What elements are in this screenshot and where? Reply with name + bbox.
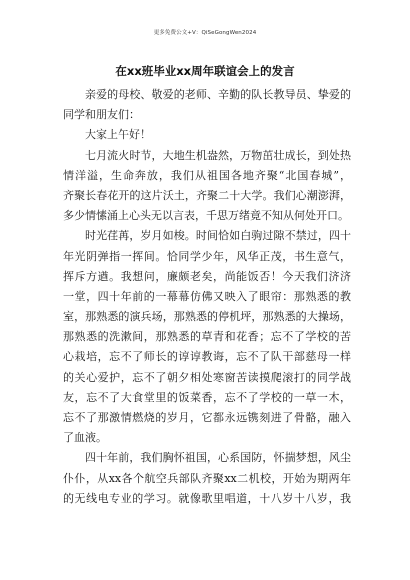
text-line: 大家上午好！ — [85, 128, 151, 142]
text-line: 忘不了那激情燃烧的岁月，它都永远镌刻进了骨骼，融入 — [63, 411, 351, 424]
text-line: 挥斥方遒。我想问，廉颇老矣，尚能饭否！今天我们济济 — [63, 269, 351, 283]
text-line: 年光阴弹指一挥间。恰同学少年，风华正茂，书生意气， — [63, 249, 351, 263]
document-title: 在xx班毕业xx周年联谊会上的发言 — [115, 64, 295, 78]
text-line: 仆仆，从xx各个航空兵部队齐聚xx二机校，开始为期两年 — [63, 471, 351, 485]
text-line: 时光荏苒，岁月如梭。时间恰如白驹过隙不禁过，四十 — [85, 229, 351, 243]
text-line: 心栽培，忘不了师长的谆谆教诲，忘不了队干部慈母一样 — [63, 350, 351, 364]
text-line: 四十年前，我们胸怀祖国，心系国防，怀揣梦想，风尘 — [85, 451, 351, 465]
text-line: 友，忘不了大食堂里的饭菜香，忘不了学校的一草一木， — [63, 390, 351, 404]
page-header: 更多免费公文+V：QiSeGongWen2024 — [153, 30, 257, 36]
document-body — [63, 85, 351, 509]
text-line: 的无线电专业的学习。就像歌里唱道，十八岁十八岁，我 — [63, 491, 351, 505]
text-line: 多少情愫涌上心头无以言表，千思万绪竟不知从何处开口。 — [63, 209, 349, 223]
text-line: 齐聚长春花开的这片沃土，齐聚二十大学。我们心潮澎湃， — [63, 188, 351, 202]
text-line: 室，那熟悉的演兵场，那熟悉的停机坪，那熟悉的大操场， — [63, 310, 351, 324]
text-line: 七月流火时节，大地生机盎然，万物茁壮成长，到处热 — [85, 148, 351, 162]
text-line: 情洋溢，生命奔放，我们从祖国各地齐聚“北国春城”， — [63, 168, 351, 182]
text-line: 同学和朋友们： — [63, 108, 140, 122]
text-line: 了血液。 — [63, 431, 107, 445]
text-line: 的关心爱护，忘不了朝夕相处寒窗苦读摸爬滚打的同学战 — [63, 370, 351, 384]
text-line: 一堂，四十年前的一幕幕仿佛又映入了眼帘：那熟悉的教 — [63, 289, 351, 303]
text-line: 那熟悉的洗漱间，那熟悉的草青和花香；忘不了学校的苦 — [63, 330, 351, 344]
text-line: 亲爱的母校、敬爱的老师、辛勤的队长教导员、挚爱的 — [85, 88, 351, 101]
